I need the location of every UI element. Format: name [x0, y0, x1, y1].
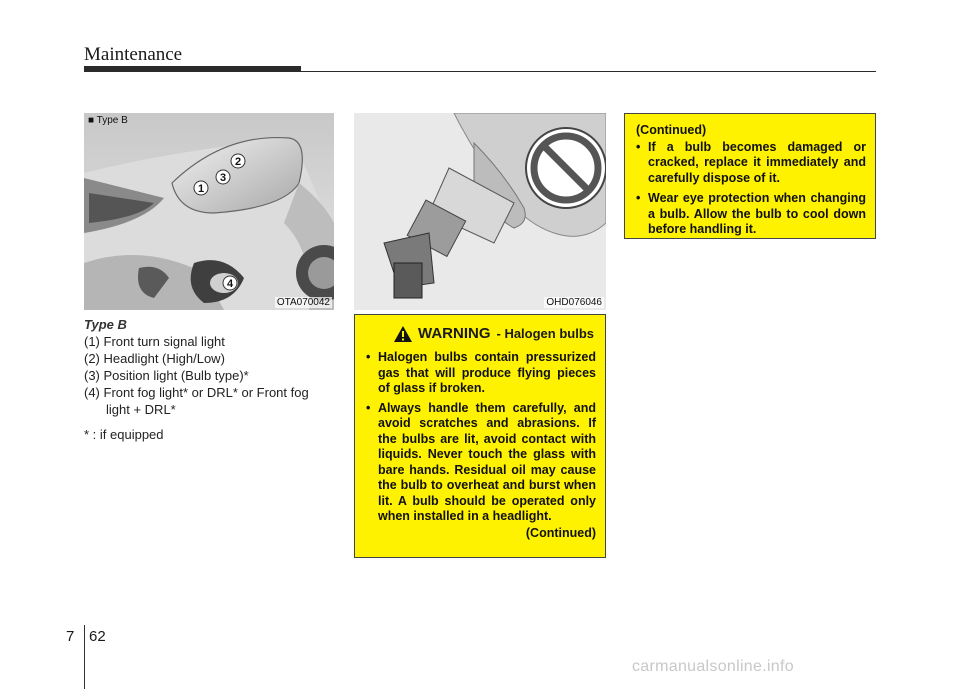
- callout-3: 3: [219, 172, 227, 184]
- caption-footnote: * : if equipped: [84, 427, 164, 442]
- footer-divider: [84, 625, 85, 689]
- figure1-code: OTA070042: [276, 297, 330, 308]
- warning-triangle-icon: [394, 326, 412, 342]
- warning-heading: WARNING: [418, 325, 491, 342]
- page-number: 62: [89, 628, 106, 645]
- headlight-illustration: [84, 113, 334, 310]
- caption-item: (3) Position light (Bulb type)*: [84, 368, 249, 383]
- continued-heading: (Continued): [636, 123, 707, 137]
- watermark: carmanualsonline.info: [632, 658, 794, 675]
- continued-bullet: • Wear eye protection when changing a bulb. Allow the bulb to cool down before handling it.: [636, 191, 866, 238]
- header-bar: [84, 66, 301, 72]
- photo-type-text: Type B: [96, 115, 128, 126]
- caption-block: [84, 316, 334, 443]
- warning-bullet: • Halogen bulbs contain pressurized gas that will produce flying pieces of glass if broken.: [366, 350, 596, 397]
- warning-bullet: • Always handle them carefully, and avoid scratches and abrasions. If the bulbs are lit, avoid contact with liquids. Never touch the glass with bare hands. Residual oil may cause the bulb to overheat and burst when lit. A bulb should be operated only when installed in a headlight.: [366, 401, 596, 525]
- warning-heading-row: [394, 325, 596, 342]
- caption-item: (4) Front fog light* or DRL* or Front fog light + DRL*: [84, 385, 309, 417]
- bulb-handling-illustration: [354, 113, 606, 310]
- continued-bullet: • If a bulb becomes damaged or cracked, replace it immediately and carefully dispose of it.: [636, 140, 866, 187]
- headlight-photo: [84, 113, 334, 310]
- page-header-title: Maintenance: [84, 44, 183, 65]
- callout-1: 1: [197, 183, 205, 195]
- figure2-code: OHD076046: [546, 297, 602, 308]
- header-rule: [301, 71, 876, 72]
- square-bullet-icon: ■: [88, 115, 95, 126]
- warning-continued: (Continued): [525, 525, 596, 540]
- continued-warning-box: [624, 113, 876, 239]
- caption-item: (2) Headlight (High/Low): [84, 351, 225, 366]
- caption-title: Type B: [84, 317, 127, 332]
- caption-item: (1) Front turn signal light: [84, 334, 225, 349]
- warning-box: [354, 314, 606, 558]
- callout-4: 4: [226, 278, 234, 290]
- chapter-number: 7: [66, 628, 75, 645]
- photo-type-label: [88, 115, 128, 126]
- warning-subheading: - Halogen bulbs: [496, 326, 594, 341]
- bulb-handling-photo: [354, 113, 606, 310]
- callout-2: 2: [234, 156, 242, 168]
